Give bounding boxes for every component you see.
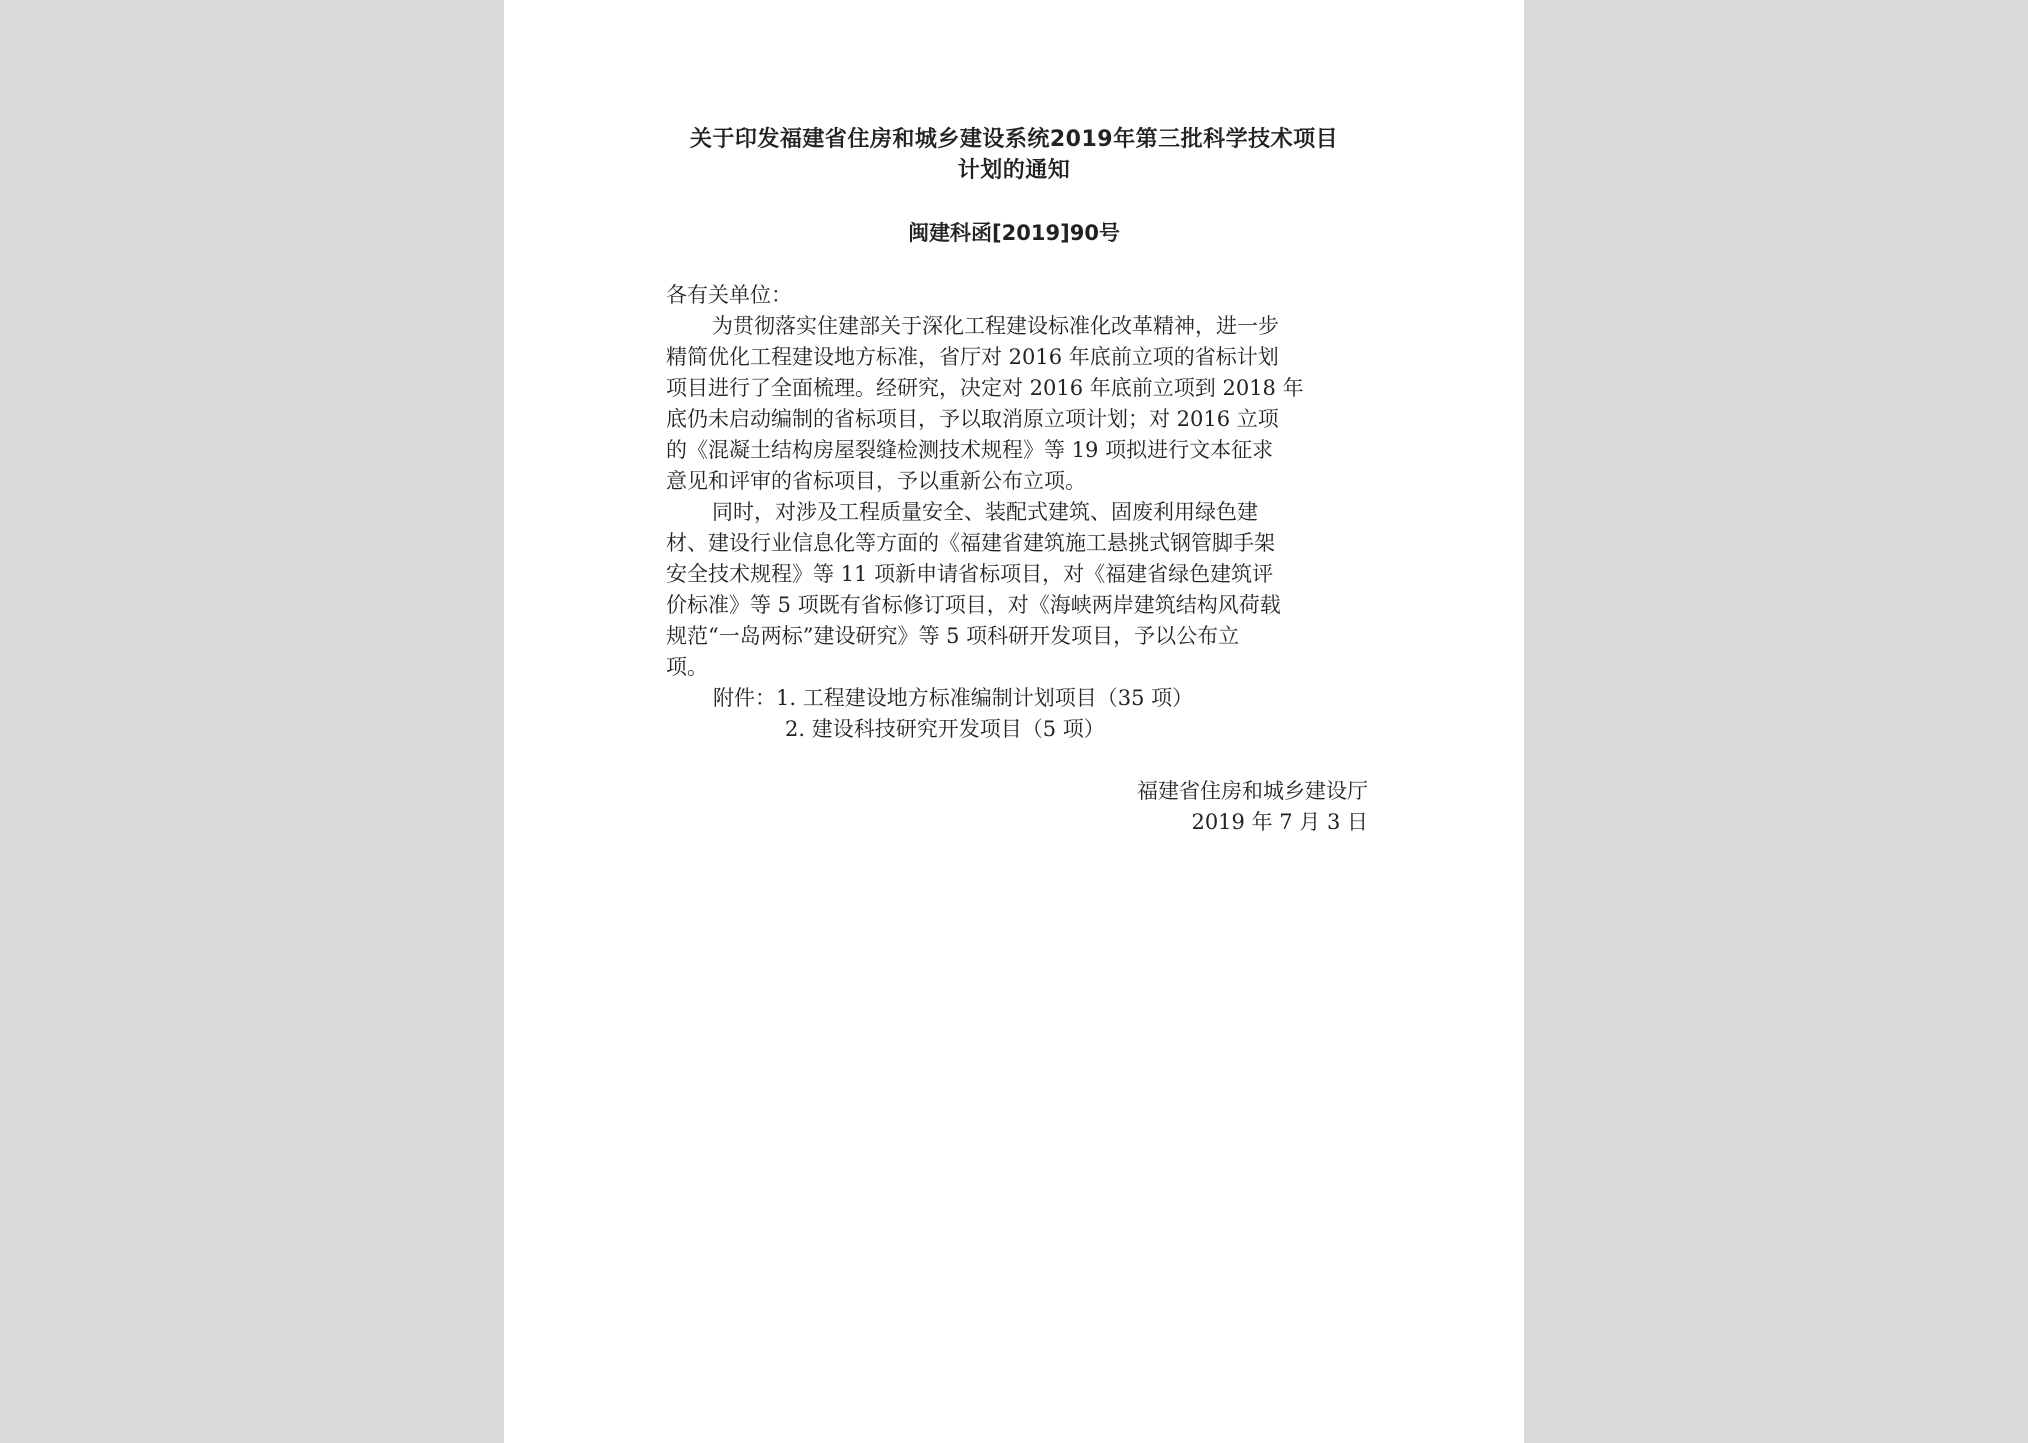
paragraph-line: 项目进行了全面梳理。经研究，决定对 2016 年底前立项到 2018 年	[666, 376, 1304, 400]
document-number: 闽建科函[2019]90号	[908, 221, 1120, 245]
paragraph-2	[666, 497, 1366, 683]
document-title-line-1: 关于印发福建省住房和城乡建设系统2019年第三批科学技术项目	[689, 127, 1339, 152]
paragraph-line: 项。	[666, 655, 708, 679]
salutation	[666, 280, 1366, 311]
paragraph-line: 规范“一岛两标”建设研究》等 5 项科研开发项目，予以公布立	[666, 624, 1240, 648]
attachment-label: 附件：	[713, 686, 776, 710]
paragraph-line: 材、建设行业信息化等方面的《福建省建筑施工悬挑式钢管脚手架	[666, 531, 1275, 555]
paragraph-line: 的《混凝土结构房屋裂缝检测技术规程》等 19 项拟进行文本征求	[666, 438, 1274, 462]
attachment-item: 1. 工程建设地方标准编制计划项目（35 项）	[776, 686, 1194, 710]
salutation-line: 各有关单位：	[666, 283, 792, 307]
signature-organization: 福建省住房和城乡建设厅	[1137, 779, 1368, 803]
paragraph-line: 同时，对涉及工程质量安全、装配式建筑、固废利用绿色建	[712, 500, 1258, 524]
attachment-line-2	[666, 714, 1366, 745]
attachment-line-1	[666, 683, 1366, 714]
paragraph-line: 意见和评审的省标项目，予以重新公布立项。	[666, 469, 1086, 493]
document-title-line-2: 计划的通知	[957, 158, 1071, 183]
paragraph-line: 安全技术规程》等 11 项新申请省标项目，对《福建省绿色建筑评	[666, 562, 1274, 586]
paragraph-line: 底仍未启动编制的省标项目，予以取消原立项计划；对 2016 立项	[666, 407, 1279, 431]
attachments	[666, 683, 1366, 745]
attachment-item: 2. 建设科技研究开发项目（5 项）	[785, 717, 1105, 741]
paragraph-line: 为贯彻落实住建部关于深化工程建设标准化改革精神，进一步	[712, 314, 1279, 338]
document-page	[504, 0, 1524, 1443]
paragraph-line: 精简优化工程建设地方标准，省厅对 2016 年底前立项的省标计划	[666, 345, 1279, 369]
signature-date: 2019 年 7 月 3 日	[1191, 810, 1368, 834]
paragraph-1	[666, 311, 1366, 497]
paragraph-line: 价标准》等 5 项既有省标修订项目，对《海峡两岸建筑结构风荷载	[666, 593, 1281, 617]
